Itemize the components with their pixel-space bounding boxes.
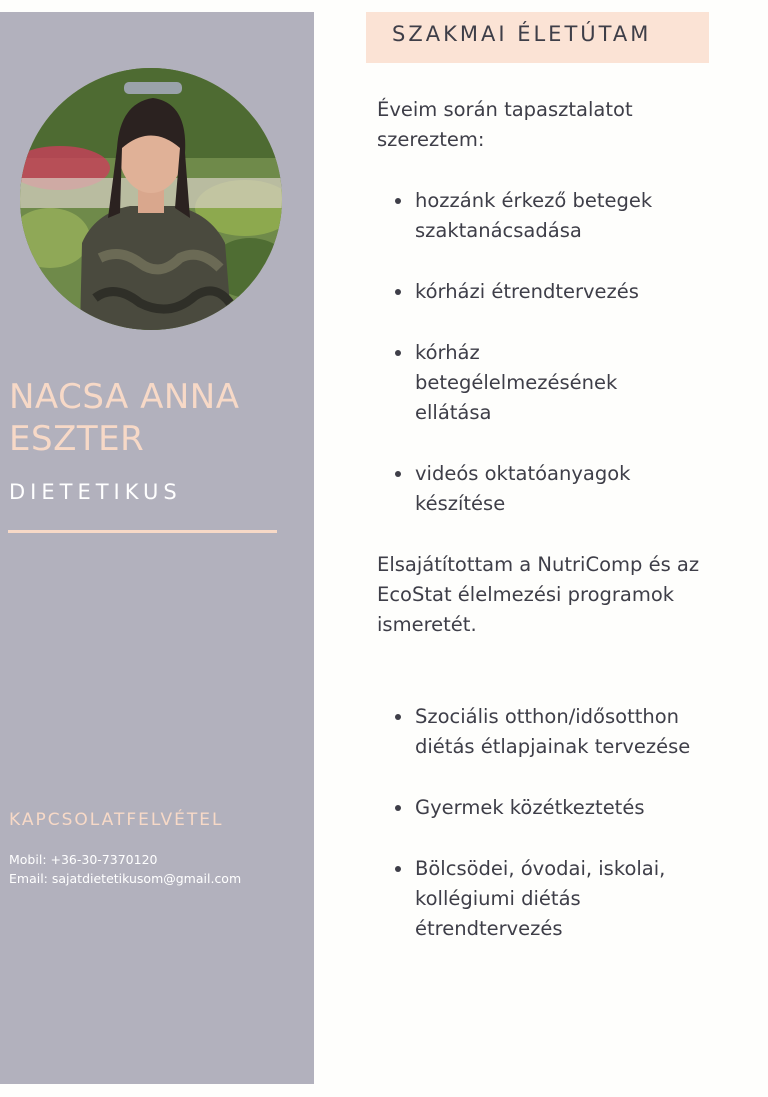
person-name: NACSA ANNA ESZTER bbox=[9, 377, 240, 459]
list-item: kórház betegélelmezésének ellátása bbox=[393, 338, 655, 428]
list-item: hozzánk érkező betegek szaktanácsadása bbox=[393, 186, 713, 246]
job-title: DIETETIKUS bbox=[9, 480, 182, 504]
section-heading: SZAKMAI ÉLETÚTAM bbox=[392, 22, 652, 46]
list-item: Bölcsödei, óvodai, iskolai, kollégiumi diétás étrendtervezés bbox=[393, 854, 713, 944]
software-paragraph: Elsajátítottam a NutriComp és az EcoStat élelmezési programok ismeretét. bbox=[377, 553, 700, 636]
sidebar bbox=[0, 12, 314, 1084]
contact-mobile: Mobil: +36-30-7370120 bbox=[9, 852, 158, 867]
list-item: Gyermek közétkeztetés bbox=[393, 793, 713, 823]
divider bbox=[8, 530, 277, 533]
experience-list-2 bbox=[393, 702, 713, 975]
profile-photo bbox=[20, 68, 282, 330]
contact-heading: KAPCSOLATFELVÉTEL bbox=[9, 810, 224, 830]
experience-list bbox=[393, 186, 713, 550]
list-item: kórházi étrendtervezés bbox=[393, 277, 713, 307]
intro-text: Éveim során tapasztalatot szereztem: bbox=[377, 98, 633, 151]
section-heading-box bbox=[366, 12, 709, 63]
contact-email: Email: sajatdietetikusom@gmail.com bbox=[9, 871, 242, 886]
list-item: Szociális otthon/idősotthon diétás étlapjainak tervezése bbox=[393, 702, 713, 762]
list-item: videós oktatóanyagok készítése bbox=[393, 459, 713, 519]
